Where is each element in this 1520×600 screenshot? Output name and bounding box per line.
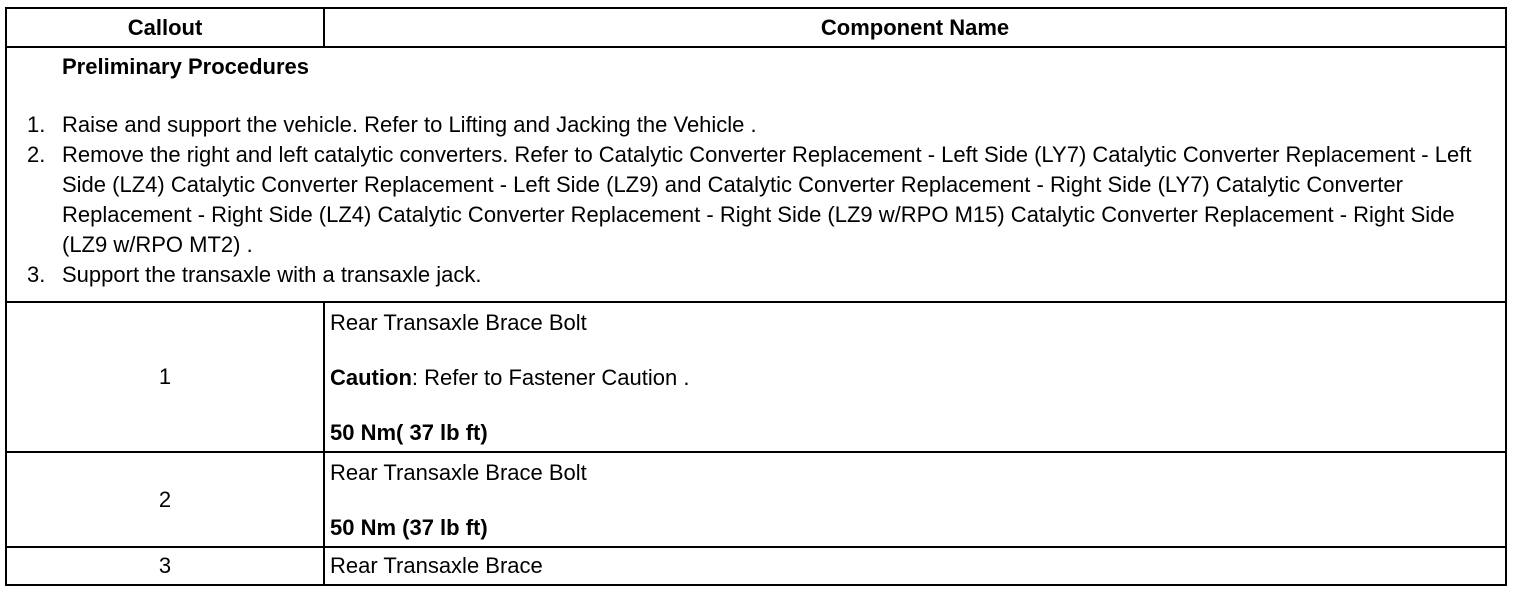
step-text: Raise and support the vehicle. Refer to Lifting and Jacking the Vehicle . (62, 112, 757, 137)
component-cell (324, 302, 1506, 452)
table-row (6, 302, 1506, 452)
caution-text: : Refer to Fastener Caution . (411, 364, 690, 390)
step-number: 1. (27, 112, 46, 137)
component-name-header: Component Name (324, 8, 1506, 47)
component-name: Rear Transaxle Brace Bolt (330, 459, 587, 485)
step-number: 2. (27, 142, 46, 167)
preliminary-row (6, 47, 1506, 302)
callout-header: Callout (6, 8, 324, 47)
component-table (5, 7, 1507, 586)
procedure-step (27, 260, 1485, 290)
component-cell (324, 452, 1506, 547)
preliminary-procedures (6, 47, 1506, 302)
caution-note (330, 364, 1505, 391)
torque-spec: 50 Nm (37 lb ft) (330, 514, 488, 540)
component-name: Rear Transaxle Brace (330, 553, 543, 578)
procedure-step (27, 110, 1485, 140)
component-name: Rear Transaxle Brace Bolt (330, 309, 587, 335)
component-cell (324, 547, 1506, 585)
callout-cell: 1 (6, 302, 324, 452)
step-number: 3. (27, 262, 46, 287)
step-text: Remove the right and left catalytic converters. Refer to Catalytic Converter Replacement - Left Side (LY7) Catalytic Converter Replacement - Left Side (LZ4) Catalytic Converter Replacement - Left Side (LZ9) and Catalytic Converter Replacement - Right Side (LY7) Catalytic Converter Replacement - Right Side (LZ4) Catalytic Converter Replacement - Right Side (LZ9 w/RPO M15) Catalytic Converter Replacement - Right Side (LZ9 w/RPO MT2) . (62, 142, 1472, 257)
step-text: Support the transaxle with a transaxle jack. (62, 262, 482, 287)
procedure-steps (27, 110, 1485, 290)
caution-label: Caution (330, 364, 412, 390)
header-row (6, 8, 1506, 47)
table-row (6, 452, 1506, 547)
table-row (6, 547, 1506, 585)
procedure-step (27, 140, 1485, 260)
preliminary-title: Preliminary Procedures (62, 54, 310, 79)
torque-spec: 50 Nm( 37 lb ft) (330, 419, 488, 445)
callout-cell: 2 (6, 452, 324, 547)
callout-cell: 3 (6, 547, 324, 585)
